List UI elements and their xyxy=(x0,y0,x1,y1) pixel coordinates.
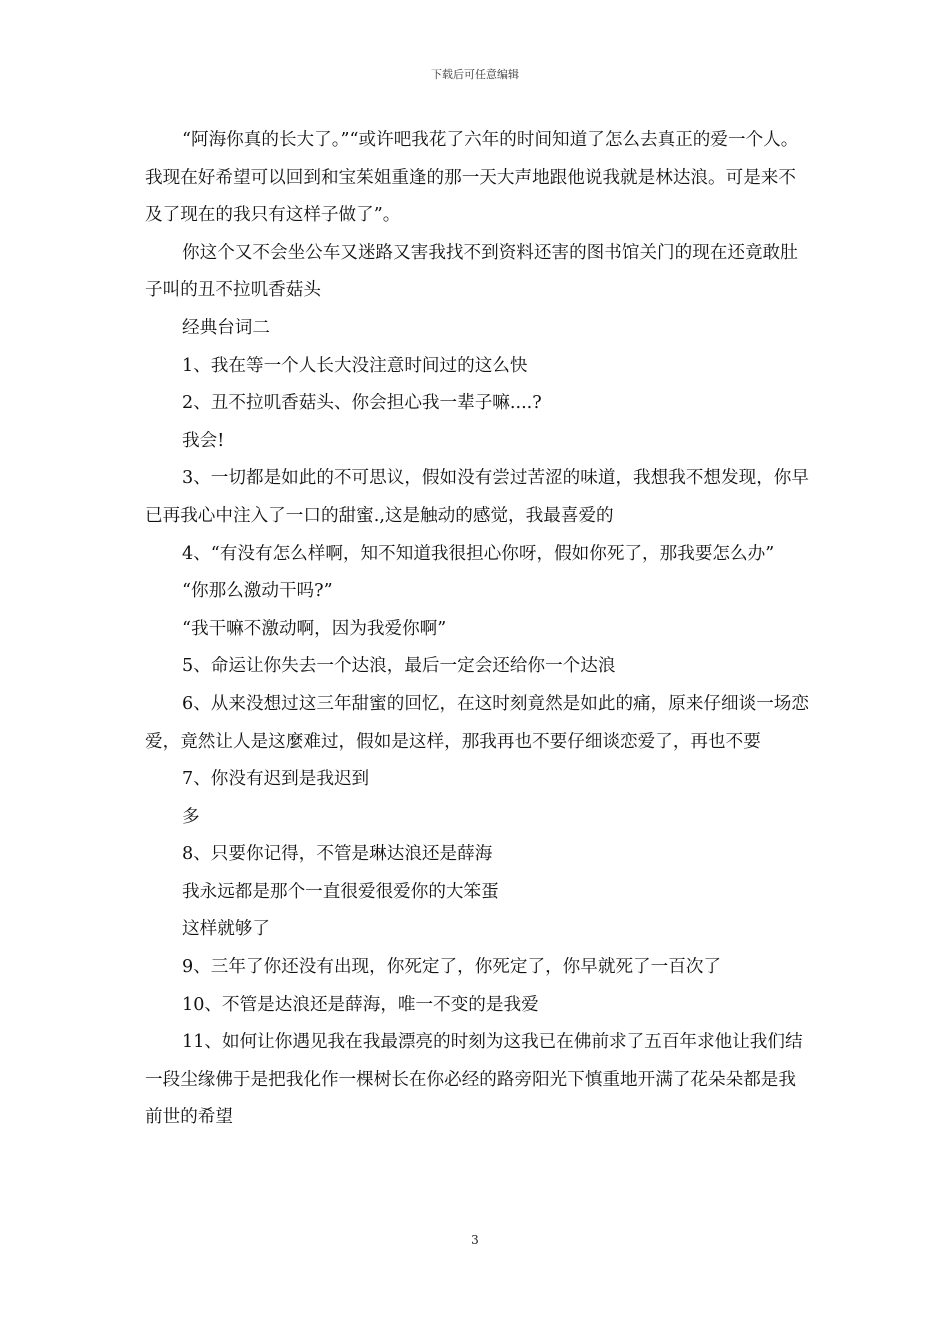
list-item: 9、三年了你还没有出现，你死定了，你死定了，你早就死了一百次了 xyxy=(182,957,722,978)
list-item: 4、“有没有怎么样啊，知不知道我很担心你呀，假如你死了，那我要怎么办” xyxy=(182,543,775,564)
paragraph: “我干嘛不激动啊，因为我爱你啊” xyxy=(182,618,447,639)
paragraph: “阿海你真的长大了。”“或许吧我花了六年的时间知道了怎么去真正的爱一个人。我现在好希望可以回到和宝茱姐重逢的那一天大声地跟他说我就是林达浪。可是来不及了现在的我只有这样子做了”。 xyxy=(145,130,799,226)
section-heading: 经典台词二 xyxy=(182,317,270,338)
list-item: 11、如何让你遇见我在我最漂亮的时刻为这我已在佛前求了五百年求他让我们结一段尘缘佛于是把我化作一棵树长在你必经的路旁阳光下慎重地开满了花朵朵都是我前世的希望 xyxy=(145,1032,803,1128)
list-item: 2、丑不拉叽香菇头、你会担心我一辈子嘛....? xyxy=(182,393,542,414)
list-item: 5、命运让你失去一个达浪，最后一定会还给你一个达浪 xyxy=(182,656,616,677)
list-item: 6、从来没想过这三年甜蜜的回忆，在这时刻竟然是如此的痛，原来仔细谈一场恋爱，竟然让人是这麼难过，假如是这样，那我再也不要仔细谈恋爱了，再也不要 xyxy=(145,693,809,752)
paragraph: 这样就够了 xyxy=(182,919,270,940)
list-item: 7、你没有迟到是我迟到 xyxy=(182,769,370,790)
list-item: 10、不管是达浪还是薛海，唯一不变的是我爱 xyxy=(182,994,539,1015)
paragraph: 多 xyxy=(182,806,200,827)
paragraph: 我永远都是那个一直很爱很爱你的大笨蛋 xyxy=(182,881,499,902)
paragraph: 你这个又不会坐公车又迷路又害我找不到资料还害的图书馆关门的现在还竟敢肚子叫的丑不拉叽香菇头 xyxy=(145,242,798,301)
list-item: 8、只要你记得，不管是琳达浪还是薛海 xyxy=(182,844,493,865)
page-header: 下载后可任意编辑 xyxy=(431,68,519,81)
page-number: 3 xyxy=(471,1233,479,1247)
list-item: 1、我在等一个人长大没注意时间过的这么快 xyxy=(182,355,528,376)
list-item: 3、一切都是如此的不可思议，假如没有尝过苦涩的味道，我想我不想发现，你早已再我心中注入了一口的甜蜜.,这是触动的感觉，我最喜爱的 xyxy=(145,468,809,526)
paragraph: “你那么激动干吗?” xyxy=(182,581,333,602)
document-body xyxy=(145,122,810,1137)
paragraph: 我会! xyxy=(182,430,225,451)
